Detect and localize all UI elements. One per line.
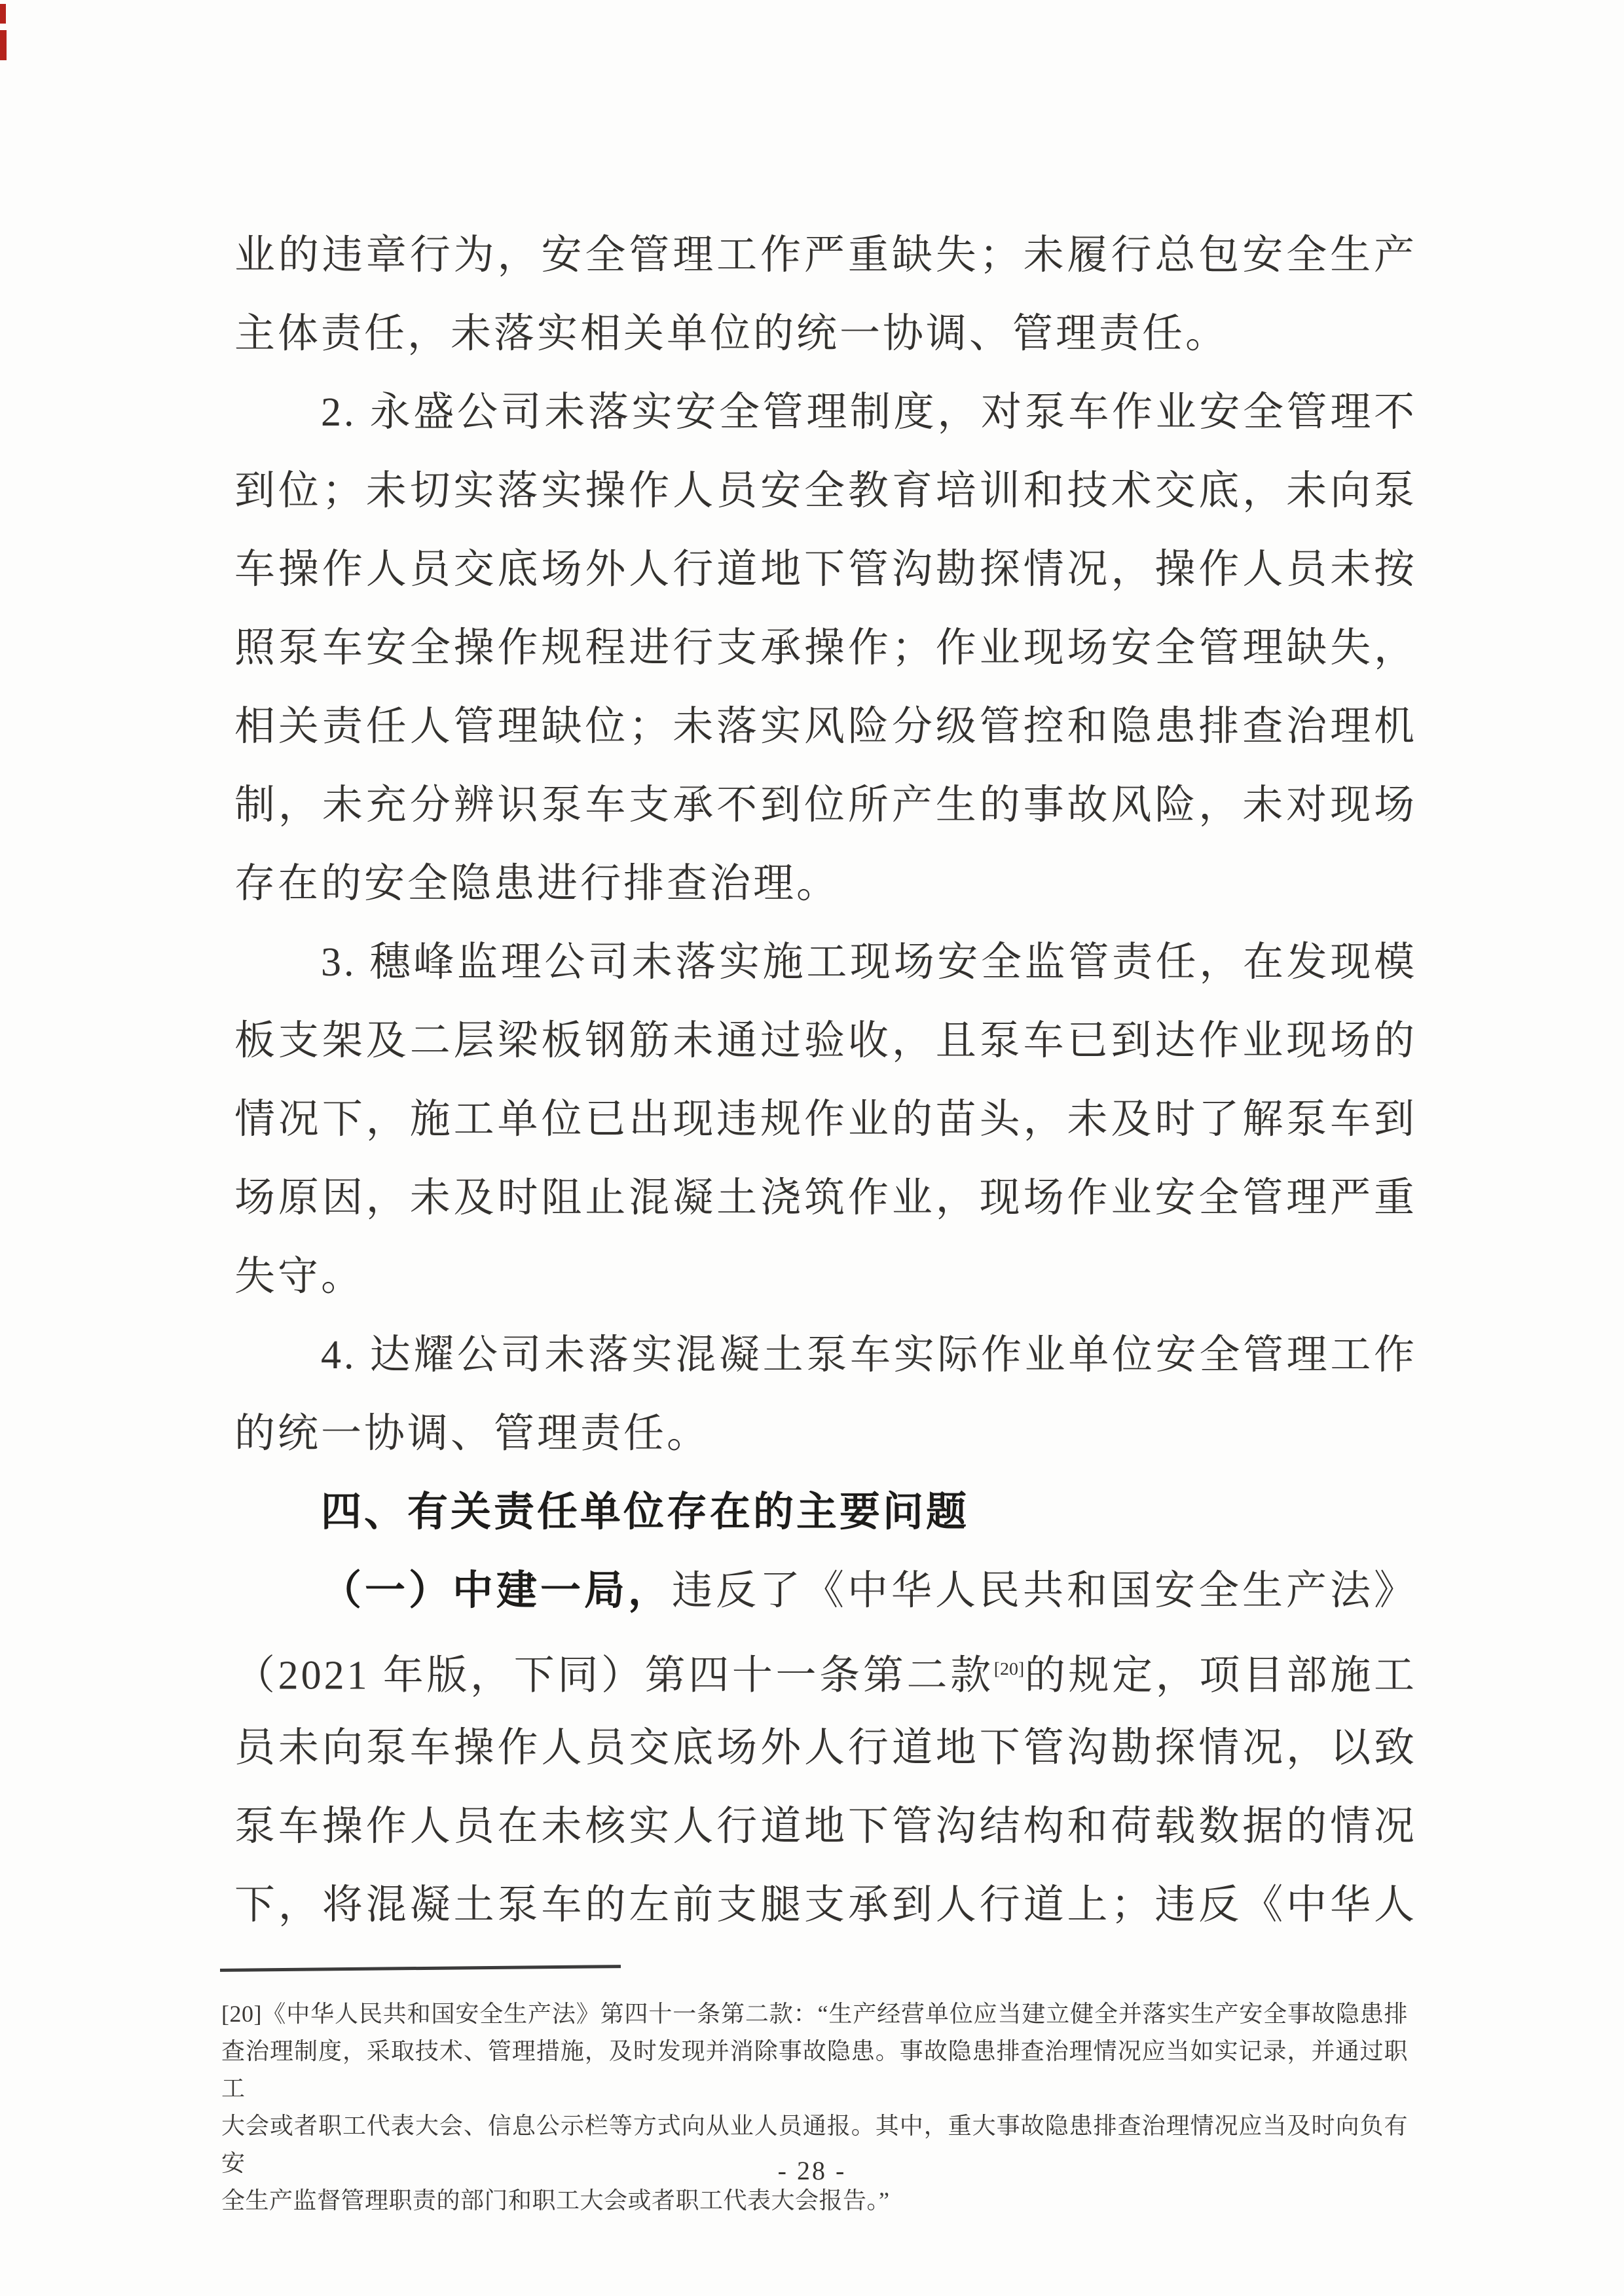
footnote-line	[221, 2033, 1408, 2107]
body-line	[234, 1080, 1417, 1159]
text-run: 板支架及二层梁板钢筋未通过验收，且泵车已到达作业现场的	[234, 1019, 1417, 1063]
footnote-separator	[220, 1965, 621, 1972]
body-line	[234, 452, 1417, 530]
body-line	[234, 845, 1417, 923]
body-line	[234, 216, 1417, 295]
body-line	[234, 1552, 1417, 1630]
text-run: 泵车操作人员在未核实人行道地下管沟结构和荷载数据的情况	[234, 1804, 1417, 1849]
body-line	[234, 1709, 1417, 1787]
body-line	[234, 1394, 1417, 1473]
text-run: 大会或者职工代表大会、信息公示栏等方式向从业人员通报。其中，重大事故隐患排查治理情况应当及时向负有安	[221, 2113, 1408, 2176]
body-text	[234, 216, 1417, 1944]
body-line	[234, 295, 1417, 373]
scan-artifact	[0, 4, 6, 24]
body-line	[234, 687, 1417, 766]
body-line	[234, 923, 1417, 1002]
body-line	[234, 1787, 1417, 1866]
text-run: 违反了《中华人民共和国安全生产法》	[672, 1569, 1417, 1613]
body-line	[234, 1630, 1417, 1709]
text-run: 的统一协调、管理责任。	[234, 1412, 710, 1456]
body-line	[234, 1237, 1417, 1316]
page-number: - 28 -	[777, 2156, 847, 2185]
text-run: 四、有关责任单位存在的主要问题	[321, 1489, 970, 1535]
footnote-ref-marker: [20]	[993, 1659, 1025, 1679]
text-run: 2. 永盛公司未落实安全管理制度，对泵车作业安全管理不	[321, 390, 1417, 435]
text-run: 制，未充分辨识泵车支承不到位所产生的事故风险，未对现场	[234, 783, 1417, 828]
body-line	[234, 766, 1417, 845]
text-run: 场原因，未及时阻止混凝土浇筑作业，现场作业安全管理严重	[234, 1176, 1417, 1220]
text-run: （一）中建一局，	[321, 1568, 672, 1613]
text-run: 存在的安全隐患进行排查治理。	[234, 862, 840, 906]
body-line	[234, 1159, 1417, 1237]
footnote-line	[221, 1995, 1408, 2033]
body-line	[234, 1473, 1417, 1552]
text-run: [20]《中华人民共和国安全生产法》第四十一条第二款：“生产经营单位应当建立健全并落实生产安全事故隐患排	[221, 2001, 1408, 2027]
body-line	[234, 1316, 1417, 1394]
footnote-line	[221, 2182, 1408, 2219]
body-line	[234, 1866, 1417, 1944]
text-run: 车操作人员交底场外人行道地下管沟勘探情况，操作人员未按	[234, 547, 1417, 592]
text-run: 照泵车安全操作规程进行支承操作；作业现场安全管理缺失，	[234, 626, 1417, 670]
text-run: 业的违章行为，安全管理工作严重缺失；未履行总包安全生产	[234, 233, 1417, 278]
text-run: 到位；未切实落实操作人员安全教育培训和技术交底，未向泵	[234, 469, 1417, 513]
text-run: 主体责任，未落实相关单位的统一协调、管理责任。	[234, 312, 1229, 356]
text-run: 全生产监督管理职责的部门和职工大会或者职工代表大会报告。”	[221, 2187, 890, 2214]
text-run: 查治理制度，采取技术、管理措施，及时发现并消除事故隐患。事故隐患排查治理情况应当如实记录，并通过职工	[221, 2038, 1408, 2102]
text-run: 3. 穗峰监理公司未落实施工现场安全监管责任，在发现模	[321, 940, 1417, 985]
text-run: 相关责任人管理缺位；未落实风险分级管控和隐患排查治理机	[234, 704, 1417, 749]
body-line	[234, 373, 1417, 452]
text-run: 失守。	[234, 1254, 365, 1299]
text-run: 的规定，项目部施工	[1024, 1653, 1417, 1698]
body-line	[234, 609, 1417, 687]
text-run: 情况下，施工单位已出现违规作业的苗头，未及时了解泵车到	[234, 1097, 1417, 1142]
text-run: （2021 年版，下同）第四十一条第二款	[234, 1653, 994, 1698]
text-run: 员未向泵车操作人员交底场外人行道地下管沟勘探情况，以致	[234, 1726, 1417, 1770]
text-run: 下，将混凝土泵车的左前支腿支承到人行道上；违反《中华人	[234, 1883, 1417, 1927]
body-line	[234, 530, 1417, 609]
scan-artifact	[0, 30, 7, 60]
text-run: 4. 达耀公司未落实混凝土泵车实际作业单位安全管理工作	[321, 1333, 1417, 1377]
body-line	[234, 1002, 1417, 1080]
